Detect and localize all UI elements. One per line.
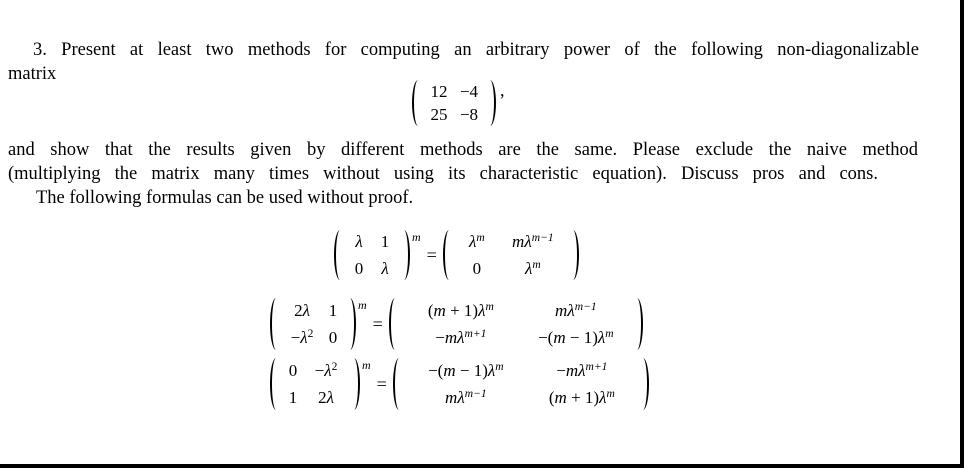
matrix-entry: 2λ xyxy=(294,301,310,320)
exponent: m xyxy=(358,298,367,312)
matrix-entry: 0 xyxy=(288,361,298,380)
matrix-entry: $m\lambda^{m-1}$ xyxy=(555,299,597,320)
left-paren xyxy=(270,298,282,350)
left-paren xyxy=(270,358,282,410)
matrix-entry: 12 xyxy=(430,82,448,101)
matrix-entry: −4 xyxy=(459,82,479,101)
matrix-entry: λ xyxy=(381,259,389,278)
matrix-entry: 2λ xyxy=(318,388,334,407)
superscript: m+1 xyxy=(585,359,608,373)
superscript: m−1 xyxy=(531,230,554,244)
matrix-entry: λ xyxy=(355,232,363,251)
matrix-entry: 0 xyxy=(472,259,482,278)
problem-line-5: The following formulas can be used without proof. xyxy=(36,188,414,208)
superscript: m−1 xyxy=(464,386,487,400)
matrix-entry: $(m + 1)\lambda^m$ xyxy=(548,386,615,407)
right-paren xyxy=(344,298,356,350)
matrix-entry: −8 xyxy=(459,105,479,124)
equals-sign: = xyxy=(426,244,437,265)
superscript: 2 xyxy=(307,326,314,340)
exponent: m xyxy=(412,230,421,244)
superscript: m xyxy=(606,386,615,400)
given-matrix xyxy=(412,80,505,126)
problem-line-1: 3. Present at least two methods for computing an arbitrary power of the following non-diagonalizable xyxy=(33,40,919,60)
superscript: m xyxy=(605,326,614,340)
superscript: m xyxy=(532,257,541,271)
matrix-entry: 1 xyxy=(380,232,390,251)
exponent: m xyxy=(362,358,371,372)
problem-line-4: (multiplying the matrix many times without using its characteristic equation). Discuss pros and cons. xyxy=(8,164,878,184)
right-paren xyxy=(398,230,410,280)
matrix-entry: $-\lambda^2$ xyxy=(314,359,338,380)
superscript: m xyxy=(485,299,494,313)
matrix-entry: $m\lambda^{m-1}$ xyxy=(445,386,487,407)
right-paren xyxy=(637,358,649,410)
trailing-comma: , xyxy=(500,80,505,100)
superscript: m xyxy=(476,230,485,244)
left-paren xyxy=(393,358,405,410)
superscript: m xyxy=(495,359,504,373)
formula-2 xyxy=(270,298,643,350)
formula-1 xyxy=(334,230,579,280)
right-paren xyxy=(631,298,643,350)
matrix-entry: 1 xyxy=(288,388,298,407)
matrix-entry: 1 xyxy=(328,301,338,320)
matrix-entry: 0 xyxy=(354,259,364,278)
left-paren xyxy=(389,298,401,350)
matrix-entry: 25 xyxy=(430,105,448,124)
left-paren xyxy=(334,230,346,280)
right-paren xyxy=(484,80,496,126)
left-paren xyxy=(443,230,455,280)
matrix-entry: $-(m - 1)\lambda^m$ xyxy=(538,326,614,347)
matrix-entry: $-m\lambda^{m+1}$ xyxy=(556,359,608,380)
matrix-entry: $m\lambda^{m-1}$ xyxy=(512,230,554,251)
left-paren xyxy=(412,80,424,126)
right-paren xyxy=(567,230,579,280)
problem-line-2: matrix xyxy=(8,64,57,84)
problem-line-3: and show that the results given by different methods are the same. Please exclude the naive method xyxy=(8,140,918,160)
matrix-entry: $-(m - 1)\lambda^m$ xyxy=(428,359,504,380)
superscript: m−1 xyxy=(574,299,597,313)
matrix-entry: $-\lambda^2$ xyxy=(290,326,314,347)
formula-3 xyxy=(270,358,649,410)
equals-sign: = xyxy=(372,313,383,334)
matrix-entry: $\lambda^m$ xyxy=(468,230,485,251)
matrix-entry: $-m\lambda^{m+1}$ xyxy=(435,326,487,347)
matrix-entry: $\lambda^m$ xyxy=(524,257,541,278)
matrix-entry: 0 xyxy=(328,328,338,347)
superscript: 2 xyxy=(331,359,338,373)
equals-sign: = xyxy=(376,373,387,394)
matrix-entry: $(m + 1)\lambda^m$ xyxy=(427,299,494,320)
right-paren xyxy=(348,358,360,410)
superscript: m+1 xyxy=(464,326,487,340)
